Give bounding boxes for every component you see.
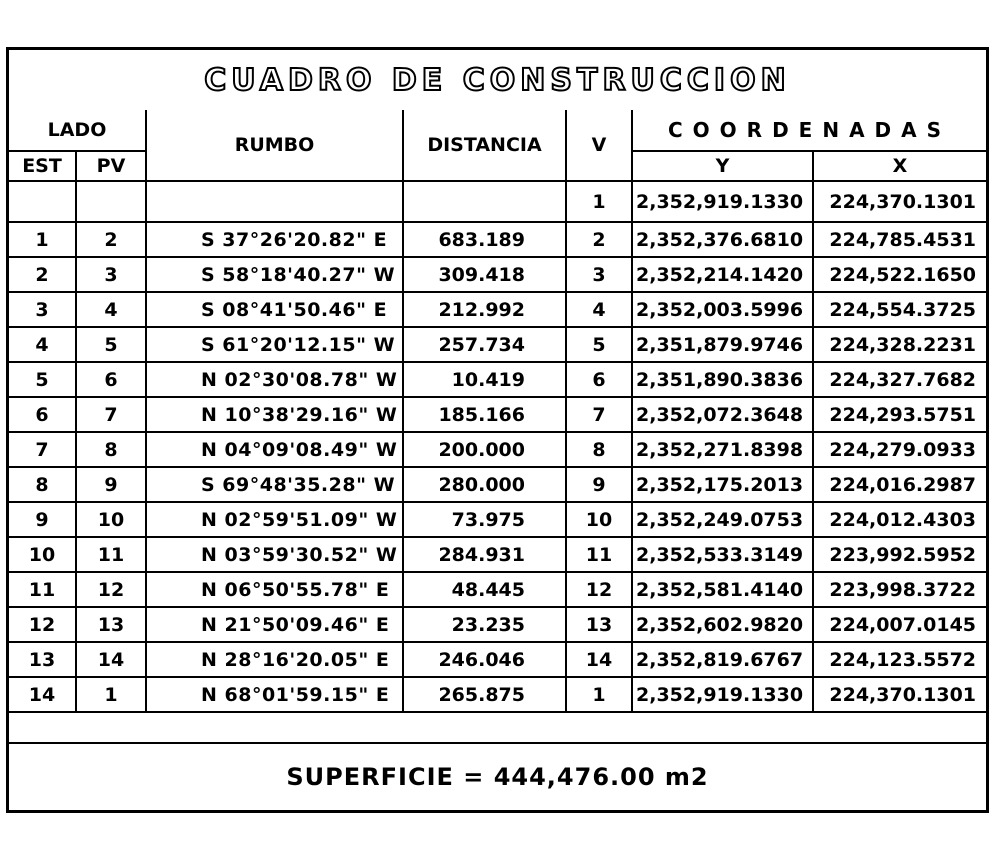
cell-y: 2,352,003.5996 xyxy=(632,292,813,327)
cell-rumbo: N 21°50'09.46" E xyxy=(146,607,403,642)
cell-rumbo: S 08°41'50.46" E xyxy=(146,292,403,327)
header-lado: LADO xyxy=(9,110,146,151)
cell-pv: 12 xyxy=(76,572,146,607)
cell-pv: 4 xyxy=(76,292,146,327)
cell-x: 224,785.4531 xyxy=(813,222,986,257)
table-row xyxy=(9,572,986,607)
header-x: X xyxy=(813,151,986,181)
cell-y: 2,351,890.3836 xyxy=(632,362,813,397)
table-row xyxy=(9,607,986,642)
cell-v: 6 xyxy=(566,362,632,397)
cell-pv: 14 xyxy=(76,642,146,677)
cell-y: 2,352,533.3149 xyxy=(632,537,813,572)
cell-est: 13 xyxy=(9,642,76,677)
header-coordenadas: COORDENADAS xyxy=(632,110,986,151)
cell-est: 9 xyxy=(9,502,76,537)
cell-distancia: 309.418 xyxy=(403,257,566,292)
cell-rumbo: S 37°26'20.82" E xyxy=(146,222,403,257)
cell-v: 12 xyxy=(566,572,632,607)
cell-y: 2,352,919.1330 xyxy=(632,677,813,712)
cell-x: 224,293.5751 xyxy=(813,397,986,432)
cell-pv: 2 xyxy=(76,222,146,257)
cell-v: 13 xyxy=(566,607,632,642)
cell-rumbo: N 68°01'59.15" E xyxy=(146,677,403,712)
table-row xyxy=(9,467,986,502)
cell-rumbo: N 02°30'08.78" W xyxy=(146,362,403,397)
cell-pv: 7 xyxy=(76,397,146,432)
cell-x: 224,007.0145 xyxy=(813,607,986,642)
superficie-total: SUPERFICIE = 444,476.00 m2 xyxy=(9,742,986,810)
cell-x: 223,998.3722 xyxy=(813,572,986,607)
cell-distancia: 246.046 xyxy=(403,642,566,677)
cell-y: 2,352,376.6810 xyxy=(632,222,813,257)
table-row xyxy=(9,502,986,537)
table-row xyxy=(9,432,986,467)
cell-v: 3 xyxy=(566,257,632,292)
cell-rumbo: N 03°59'30.52" W xyxy=(146,537,403,572)
cell-distancia: 23.235 xyxy=(403,607,566,642)
cell-x: 224,554.3725 xyxy=(813,292,986,327)
cell-distancia: 683.189 xyxy=(403,222,566,257)
cell-distancia: 73.975 xyxy=(403,502,566,537)
cell-x: 224,123.5572 xyxy=(813,642,986,677)
cell-est: 4 xyxy=(9,327,76,362)
cell-est: 11 xyxy=(9,572,76,607)
cell-y: 2,352,271.8398 xyxy=(632,432,813,467)
cell-pv: 5 xyxy=(76,327,146,362)
cell-est: 3 xyxy=(9,292,76,327)
cell-v: 2 xyxy=(566,222,632,257)
cell-pv: 3 xyxy=(76,257,146,292)
cell-pv xyxy=(76,181,146,222)
cell-distancia: 48.445 xyxy=(403,572,566,607)
cell-distancia: 10.419 xyxy=(403,362,566,397)
cell-est: 2 xyxy=(9,257,76,292)
cell-y: 2,351,879.9746 xyxy=(632,327,813,362)
table-row xyxy=(9,292,986,327)
cell-v: 1 xyxy=(566,181,632,222)
table-row xyxy=(9,222,986,257)
cell-pv: 13 xyxy=(76,607,146,642)
cell-rumbo: S 58°18'40.27" W xyxy=(146,257,403,292)
table-row xyxy=(9,327,986,362)
cell-rumbo: N 04°09'08.49" W xyxy=(146,432,403,467)
table-title: CUADRO DE CONSTRUCCION xyxy=(204,62,791,98)
cell-distancia: 185.166 xyxy=(403,397,566,432)
table-row xyxy=(9,642,986,677)
table-row xyxy=(9,677,986,712)
cell-est xyxy=(9,181,76,222)
cell-x: 224,012.4303 xyxy=(813,502,986,537)
cell-v: 8 xyxy=(566,432,632,467)
cell-distancia xyxy=(403,181,566,222)
cell-x: 224,370.1301 xyxy=(813,677,986,712)
cell-est: 7 xyxy=(9,432,76,467)
cell-y: 2,352,602.9820 xyxy=(632,607,813,642)
cell-rumbo: N 28°16'20.05" E xyxy=(146,642,403,677)
cell-rumbo: S 69°48'35.28" W xyxy=(146,467,403,502)
table-row xyxy=(9,257,986,292)
cell-pv: 11 xyxy=(76,537,146,572)
cell-est: 10 xyxy=(9,537,76,572)
cell-rumbo: S 61°20'12.15" W xyxy=(146,327,403,362)
cell-y: 2,352,249.0753 xyxy=(632,502,813,537)
header-est: EST xyxy=(9,151,76,181)
table-row xyxy=(9,537,986,572)
cell-x: 224,370.1301 xyxy=(813,181,986,222)
table-row xyxy=(9,181,986,222)
cell-y: 2,352,919.1330 xyxy=(632,181,813,222)
header-pv: PV xyxy=(76,151,146,181)
header-y: Y xyxy=(632,151,813,181)
cell-v: 1 xyxy=(566,677,632,712)
header-distancia: DISTANCIA xyxy=(403,110,566,181)
table-row xyxy=(9,397,986,432)
header-row-1 xyxy=(9,110,986,151)
cell-rumbo xyxy=(146,181,403,222)
cell-rumbo: N 10°38'29.16" W xyxy=(146,397,403,432)
cell-v: 14 xyxy=(566,642,632,677)
cell-y: 2,352,819.6767 xyxy=(632,642,813,677)
cell-v: 7 xyxy=(566,397,632,432)
cell-x: 224,279.0933 xyxy=(813,432,986,467)
cell-y: 2,352,581.4140 xyxy=(632,572,813,607)
cell-est: 12 xyxy=(9,607,76,642)
cell-x: 223,992.5952 xyxy=(813,537,986,572)
cell-x: 224,327.7682 xyxy=(813,362,986,397)
cell-est: 6 xyxy=(9,397,76,432)
cell-pv: 9 xyxy=(76,467,146,502)
cell-distancia: 284.931 xyxy=(403,537,566,572)
cell-distancia: 212.992 xyxy=(403,292,566,327)
cell-y: 2,352,214.1420 xyxy=(632,257,813,292)
cell-v: 11 xyxy=(566,537,632,572)
cell-y: 2,352,175.2013 xyxy=(632,467,813,502)
cell-pv: 6 xyxy=(76,362,146,397)
cell-v: 9 xyxy=(566,467,632,502)
cell-x: 224,522.1650 xyxy=(813,257,986,292)
cell-est: 1 xyxy=(9,222,76,257)
header-rumbo: RUMBO xyxy=(146,110,403,181)
cell-distancia: 200.000 xyxy=(403,432,566,467)
cell-est: 14 xyxy=(9,677,76,712)
cell-distancia: 280.000 xyxy=(403,467,566,502)
cell-distancia: 265.875 xyxy=(403,677,566,712)
construction-table xyxy=(9,110,986,713)
cell-x: 224,328.2231 xyxy=(813,327,986,362)
cell-v: 4 xyxy=(566,292,632,327)
cell-v: 5 xyxy=(566,327,632,362)
cell-x: 224,016.2987 xyxy=(813,467,986,502)
construction-table-frame xyxy=(6,47,989,813)
cell-v: 10 xyxy=(566,502,632,537)
cell-rumbo: N 02°59'51.09" W xyxy=(146,502,403,537)
cell-pv: 10 xyxy=(76,502,146,537)
header-v: V xyxy=(566,110,632,181)
cell-rumbo: N 06°50'55.78" E xyxy=(146,572,403,607)
cell-pv: 8 xyxy=(76,432,146,467)
cell-est: 8 xyxy=(9,467,76,502)
cell-distancia: 257.734 xyxy=(403,327,566,362)
cell-pv: 1 xyxy=(76,677,146,712)
cell-y: 2,352,072.3648 xyxy=(632,397,813,432)
cell-est: 5 xyxy=(9,362,76,397)
table-row xyxy=(9,362,986,397)
